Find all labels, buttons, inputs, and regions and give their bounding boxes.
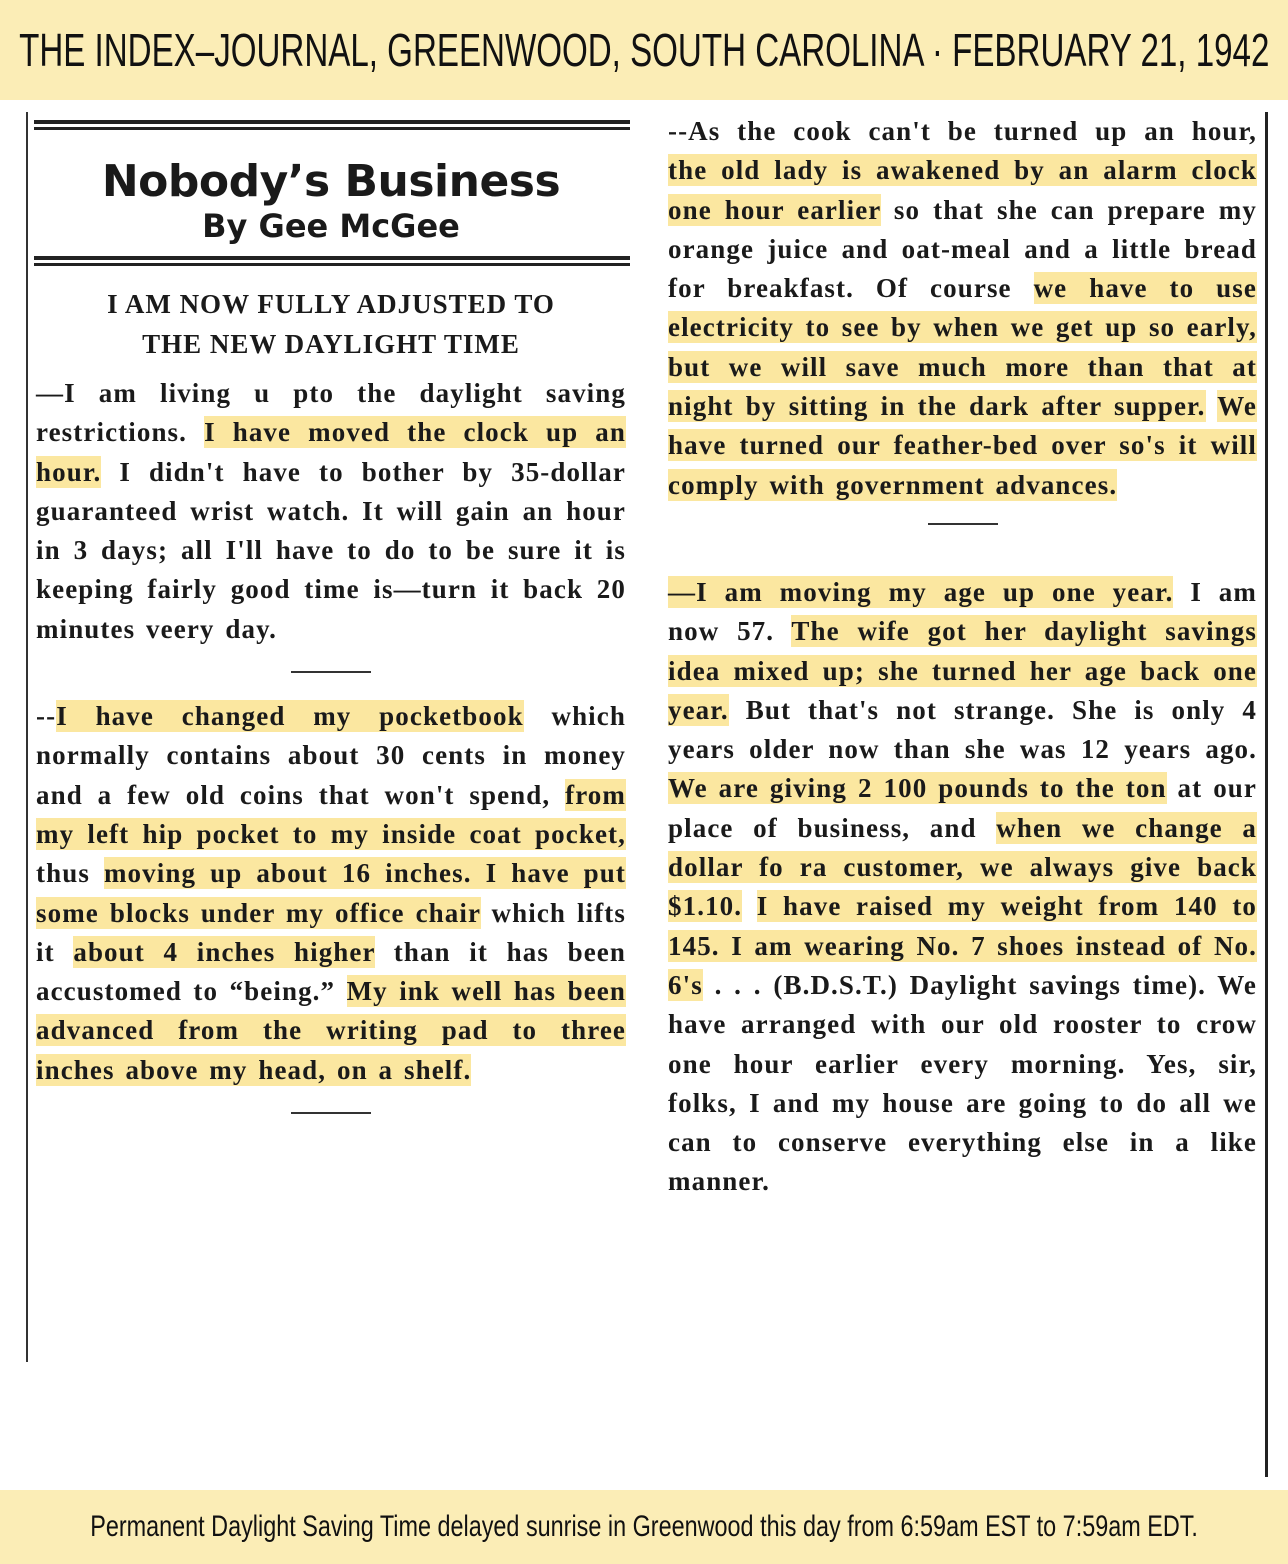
highlighted-text: when we change a dollar fo ra customer, we always give back $1.10. (668, 812, 1257, 922)
bottom-double-rule (34, 256, 630, 266)
section-separator-end (291, 1112, 371, 1114)
paragraph-clock (28, 374, 634, 649)
paragraph-age (660, 573, 1265, 1202)
highlighted-text: I have raised my weight from 140 to 145. I am wearing No. 7 shoes instead of No. 6's (668, 891, 1258, 1000)
body-text: which normally contains about 30 cents in money and a few old coins that won't spend, (36, 701, 626, 810)
highlighted-text: from my left hip pocket to my inside coat pocket, (36, 779, 626, 849)
highlighted-text: about 4 inches higher (73, 936, 376, 967)
article-headline (28, 284, 634, 364)
body-text: I didn't have to bother by 35-dollar guaranteed wrist watch. It will gain an hour in 3 days; all I'll have to do to be sure it is keeping fairly good time is—turn it back 20 minutes veery day. (36, 456, 626, 644)
section-separator (928, 523, 998, 525)
body-text: thus (36, 858, 104, 889)
top-double-rule (34, 120, 630, 130)
right-column (660, 112, 1268, 1477)
highlighted-text: moving up about 16 inches. I have put some blocks under my office chair (36, 858, 627, 928)
headline-line-2: THE NEW DAYLIGHT TIME (142, 329, 520, 359)
column-title: Nobody’s Business (101, 156, 561, 207)
body-text (1206, 391, 1218, 421)
body-text: so that she can prepare my orange juice and oat-meal and a little bread for breakfast. Of course (668, 194, 1257, 304)
body-text: -- (36, 701, 57, 732)
section-separator (291, 671, 371, 673)
highlighted-text: The wife got her daylight savings idea mixed up; she turned her age back one year. (668, 616, 1257, 725)
highlighted-text: We are giving 2 100 pounds to the ton (668, 773, 1167, 804)
body-text: which lifts it (36, 897, 626, 967)
body-text: at our place of business, and (668, 773, 1257, 843)
highlighted-text: We have turned our feather-bed over so's it will comply with government advances. (668, 391, 1257, 500)
headline-line-1: I AM NOW FULLY ADJUSTED TO (107, 289, 555, 319)
highlighted-text: the old lady is awakened by an alarm clock one hour earlier (668, 155, 1257, 225)
body-text: . . . (B.D.S.T.) Daylight savings time). We have arranged with our old rooster to crow one hour earlier every morning. Yes, sir, folks, I and my house are going to do all we can to conserve everything else in a like manner. (668, 969, 1257, 1197)
paragraph-cook (660, 112, 1265, 505)
body-text (742, 891, 757, 921)
highlighted-text: I have moved the clock up an hour. (36, 417, 626, 487)
highlighted-text: I have changed my pocketbook (56, 701, 524, 732)
left-column (26, 112, 634, 1362)
footer-text: Permanent Daylight Saving Time delayed sunrise in Greenwood this day from 6:59am EST to 7:59am EDT. (90, 1510, 1198, 1543)
body-text: I am now 57. (668, 576, 1257, 647)
column-masthead (28, 156, 634, 244)
body-text: than it has been accustomed to “being.” (36, 936, 626, 1007)
highlighted-text: —I am moving my age up one year. (668, 576, 1174, 607)
body-text: —I am living u pto the daylight saving restrictions. (36, 378, 626, 448)
body-text: --As the cook can't be turned up an hour, (668, 116, 1257, 146)
body-text: But that's not strange. She is only 4 years older now than she was 12 years ago. (668, 694, 1257, 765)
caption-footer (0, 1490, 1288, 1564)
paragraph-pocketbook (28, 697, 634, 1090)
title-banner (0, 0, 1288, 100)
banner-text: THE INDEX–JOURNAL, GREENWOOD, SOUTH CAROLINA · FEBRUARY 21, 1942 (18, 24, 1270, 76)
highlighted-text: we have to use electricity to see by when we get up so early, but we will save much more than that at night by sitting in the dark after supper. (668, 273, 1257, 422)
highlighted-text: My ink well has been advanced from the writing pad to three inches above my head, on a shelf. (36, 976, 626, 1085)
column-byline: By Gee McGee (202, 207, 460, 245)
